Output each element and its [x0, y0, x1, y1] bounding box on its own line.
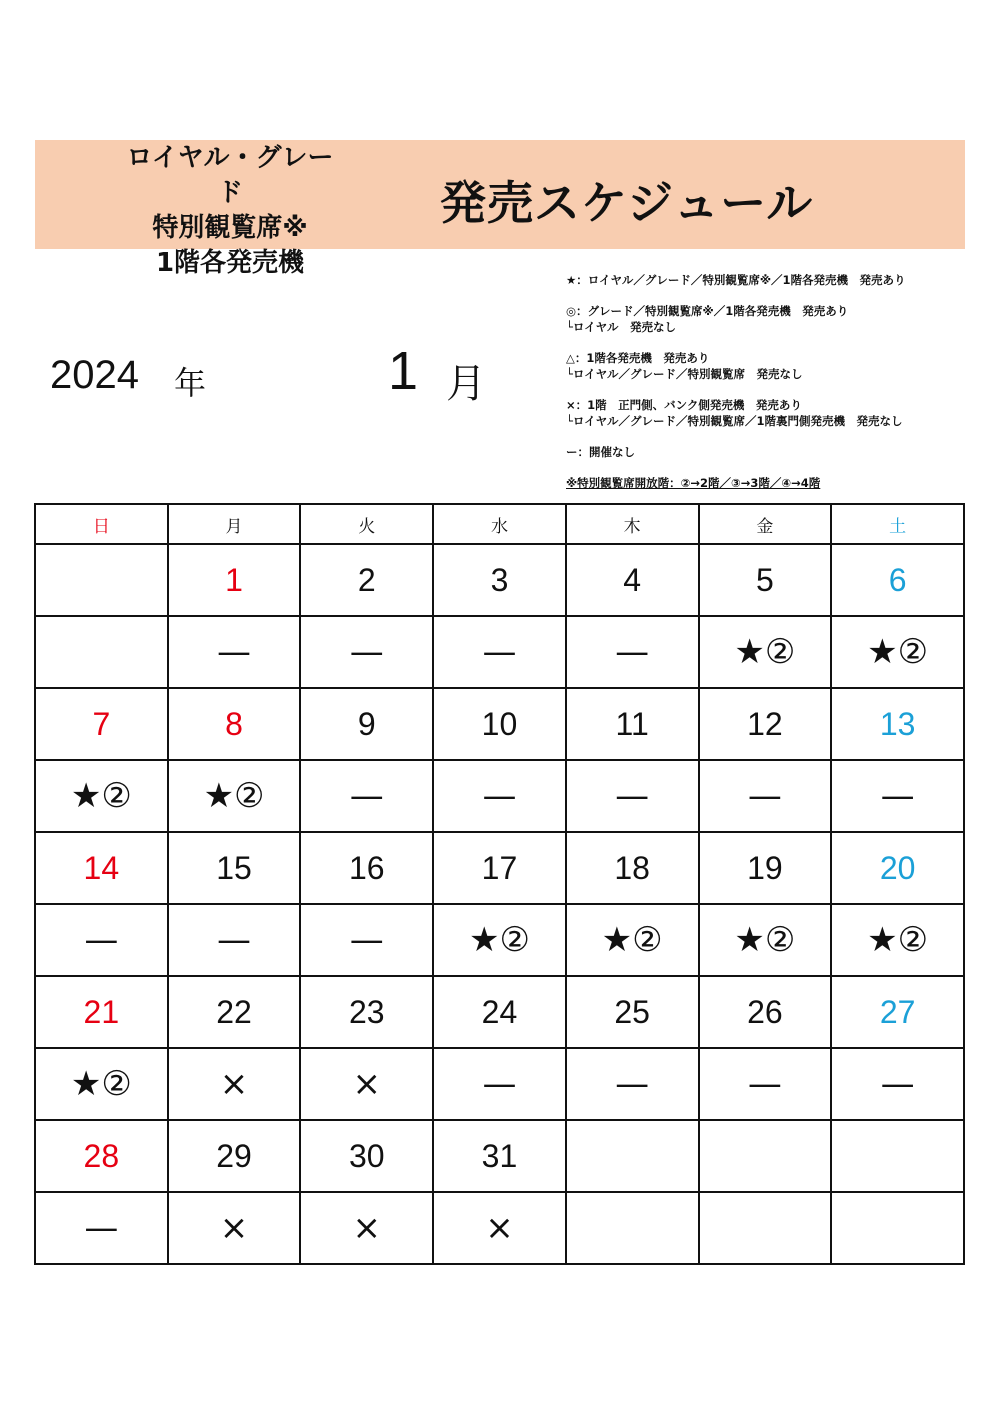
- weekday-header-cell: 火: [300, 504, 433, 544]
- date-cell: 29: [168, 1120, 301, 1192]
- date-cell: 9: [300, 688, 433, 760]
- status-cell: —: [35, 904, 168, 976]
- status-cell: ×: [433, 1192, 566, 1264]
- status-cell: ★②: [831, 616, 964, 688]
- legend-note: ※特別観覧席開放階：②→2階／③→3階／④→4階: [566, 476, 821, 490]
- date-row: [35, 544, 964, 616]
- year-unit: 年: [174, 364, 207, 402]
- status-cell: —: [566, 1048, 699, 1120]
- date-row: [35, 1120, 964, 1192]
- date-cell: 17: [433, 832, 566, 904]
- status-cell: ★②: [699, 616, 832, 688]
- date-cell: 30: [300, 1120, 433, 1192]
- date-cell: 26: [699, 976, 832, 1048]
- seat-type-label: [115, 141, 345, 281]
- date-cell: 19: [699, 832, 832, 904]
- date-cell: 7: [35, 688, 168, 760]
- date-cell: [35, 544, 168, 616]
- status-cell: —: [433, 760, 566, 832]
- date-cell: [566, 1120, 699, 1192]
- header-banner: [35, 140, 965, 278]
- weekday-header-cell: 土: [831, 504, 964, 544]
- status-cell: —: [566, 616, 699, 688]
- legend-triangle: △：1階各発売機 発売あり: [566, 351, 710, 365]
- status-cell: ×: [168, 1192, 301, 1264]
- date-cell: 21: [35, 976, 168, 1048]
- legend-dash: ー：開催なし: [566, 445, 635, 459]
- status-cell: [566, 1192, 699, 1264]
- date-cell: 14: [35, 832, 168, 904]
- date-row: [35, 688, 964, 760]
- date-cell: 6: [831, 544, 964, 616]
- status-cell: —: [831, 1048, 964, 1120]
- date-cell: 24: [433, 976, 566, 1048]
- legend-star: ★：ロイヤル／グレード／特別観覧席※／1階各発売機 発売あり: [566, 273, 906, 287]
- weekday-header-cell: 月: [168, 504, 301, 544]
- date-cell: 11: [566, 688, 699, 760]
- status-cell: ★②: [35, 760, 168, 832]
- seat-type-line-3: 1階各発売機: [155, 248, 305, 278]
- status-row: [35, 1192, 964, 1264]
- date-cell: 23: [300, 976, 433, 1048]
- date-cell: 20: [831, 832, 964, 904]
- seat-type-line-1: ロイヤル・グレード: [126, 143, 334, 208]
- date-cell: 12: [699, 688, 832, 760]
- date-cell: 10: [433, 688, 566, 760]
- date-cell: 13: [831, 688, 964, 760]
- date-cell: 8: [168, 688, 301, 760]
- status-cell: —: [433, 616, 566, 688]
- status-cell: [831, 1192, 964, 1264]
- date-cell: 16: [300, 832, 433, 904]
- legend-double-circle-sub: └ロイヤル 発売なし: [566, 320, 676, 334]
- date-cell: 18: [566, 832, 699, 904]
- status-cell: ★②: [831, 904, 964, 976]
- status-cell: ×: [300, 1192, 433, 1264]
- status-cell: —: [831, 760, 964, 832]
- date-cell: [831, 1120, 964, 1192]
- status-cell: —: [699, 760, 832, 832]
- weekday-header-row: [35, 504, 964, 544]
- status-cell: ★②: [699, 904, 832, 976]
- page-title: 発売スケジュール: [440, 176, 814, 230]
- status-cell: —: [300, 760, 433, 832]
- status-row: [35, 1048, 964, 1120]
- year-value: 2024: [50, 353, 139, 397]
- weekday-header-cell: 水: [433, 504, 566, 544]
- date-cell: 27: [831, 976, 964, 1048]
- status-cell: —: [168, 904, 301, 976]
- date-cell: 22: [168, 976, 301, 1048]
- status-cell: ★②: [35, 1048, 168, 1120]
- status-cell: —: [433, 1048, 566, 1120]
- legend-cross: ×：1階 正門側、バンク側発売機 発売あり: [566, 398, 802, 412]
- status-cell: [35, 616, 168, 688]
- status-cell: ★②: [168, 760, 301, 832]
- legend-double-circle: ◎：グレード／特別観覧席※／1階各発売機 発売あり: [566, 304, 849, 318]
- date-row: [35, 976, 964, 1048]
- status-cell: —: [35, 1192, 168, 1264]
- status-cell: —: [168, 616, 301, 688]
- status-row: [35, 616, 964, 688]
- date-cell: 25: [566, 976, 699, 1048]
- status-cell: ×: [300, 1048, 433, 1120]
- date-cell: 1: [168, 544, 301, 616]
- date-cell: [699, 1120, 832, 1192]
- status-cell: ★②: [566, 904, 699, 976]
- weekday-header-cell: 木: [566, 504, 699, 544]
- calendar-table: [34, 503, 965, 1265]
- legend-cross-sub: └ロイヤル／グレード／特別観覧席／1階裏門側発売機 発売なし: [566, 414, 903, 428]
- status-cell: —: [566, 760, 699, 832]
- status-cell: ★②: [433, 904, 566, 976]
- status-cell: [699, 1192, 832, 1264]
- status-cell: —: [699, 1048, 832, 1120]
- weekday-header-cell: 日: [35, 504, 168, 544]
- date-cell: 28: [35, 1120, 168, 1192]
- weekday-header-cell: 金: [699, 504, 832, 544]
- status-cell: —: [300, 904, 433, 976]
- status-cell: ×: [168, 1048, 301, 1120]
- date-cell: 15: [168, 832, 301, 904]
- date-cell: 5: [699, 544, 832, 616]
- legend-triangle-sub: └ロイヤル／グレード／特別観覧席 発売なし: [566, 367, 803, 381]
- date-cell: 2: [300, 544, 433, 616]
- seat-type-line-2: 特別観覧席※: [152, 213, 308, 243]
- status-cell: —: [300, 616, 433, 688]
- month-value: 1: [388, 341, 419, 401]
- status-row: [35, 760, 964, 832]
- status-row: [35, 904, 964, 976]
- date-cell: 31: [433, 1120, 566, 1192]
- date-cell: 4: [566, 544, 699, 616]
- legend: [566, 272, 991, 491]
- month-unit: 月: [446, 361, 486, 407]
- date-cell: 3: [433, 544, 566, 616]
- date-row: [35, 832, 964, 904]
